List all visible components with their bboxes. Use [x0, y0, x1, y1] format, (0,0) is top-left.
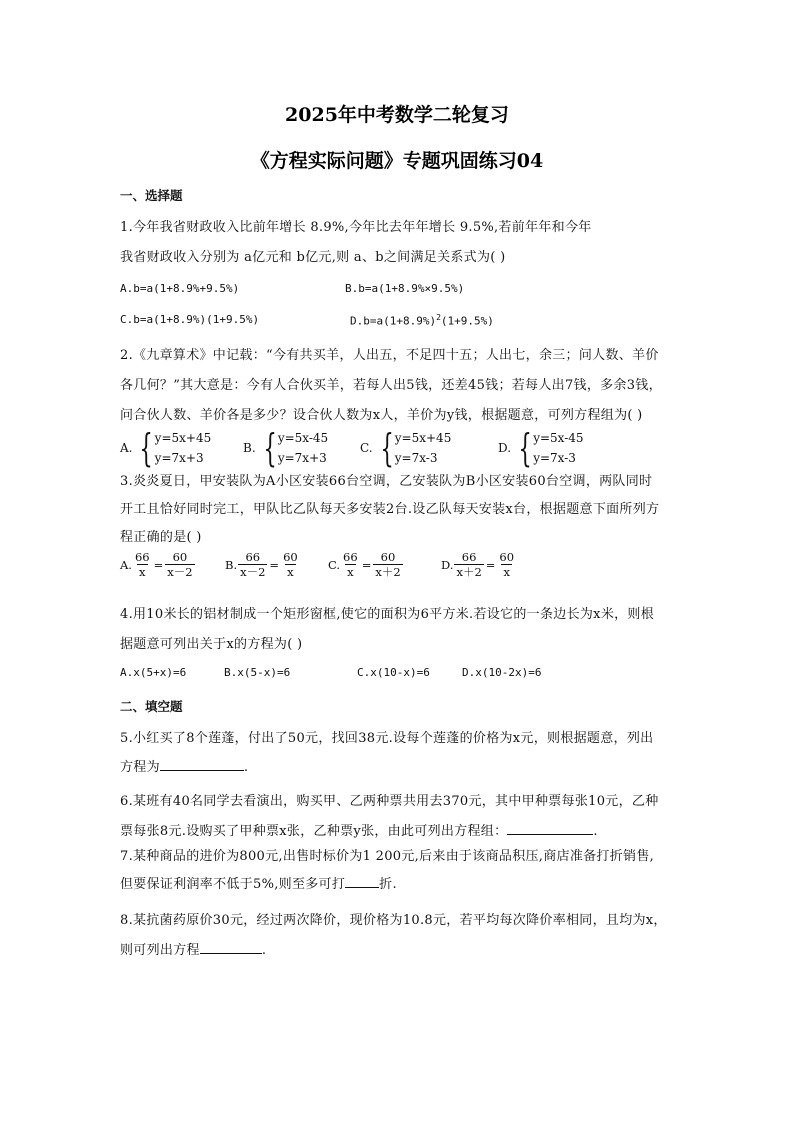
brace-icon: { — [263, 426, 277, 470]
question-3-option-d — [441, 550, 517, 579]
answer-blank[interactable] — [160, 756, 244, 771]
numerator: 66 — [343, 550, 358, 564]
equals-sign: = — [361, 557, 372, 572]
fraction — [165, 550, 194, 579]
option-label: A. — [120, 557, 132, 572]
brace-icon: { — [380, 426, 394, 470]
text: 折. — [379, 877, 397, 892]
question-5-line-1: 5.小红买了8个莲蓬，付出了50元，找回38元.设每个莲蓬的价格为x元，则根据题意，列出 — [120, 731, 654, 746]
question-2-option-b — [243, 428, 328, 468]
option-label: D. — [498, 441, 512, 455]
question-4-line-2: 据题意可列出关于x的方程为( ) — [120, 637, 303, 652]
equation: y=5x-45 — [533, 431, 584, 445]
fraction — [341, 550, 360, 579]
denominator: x — [139, 565, 146, 579]
fraction — [281, 550, 300, 579]
equation: y=5x+45 — [154, 431, 212, 445]
fraction — [497, 550, 516, 579]
section-heading-choice: 一、选择题 — [120, 188, 183, 203]
numerator: 60 — [499, 550, 515, 564]
brace-icon: { — [518, 426, 532, 470]
equals-sign: = — [269, 557, 280, 572]
fraction — [373, 550, 402, 579]
equation: y=7x-3 — [533, 451, 576, 465]
question-4-line-1: 4.用10米长的铝材制成一个矩形窗框,使它的面积为6平方米.若设它的一条边长为x米，则根 — [120, 607, 655, 622]
question-1-option-b: B.b=a(1+8.9%×9.5%) — [345, 282, 465, 295]
question-8-line-2 — [120, 939, 686, 958]
question-1-option-c: C.b=a(1+8.9%)(1+9.5%) — [120, 313, 260, 326]
equals-sign: = — [485, 557, 496, 572]
question-6-line-2 — [120, 820, 686, 839]
option-label: C. — [328, 557, 341, 572]
fraction — [238, 550, 267, 579]
equals-sign: = — [153, 557, 164, 572]
question-2-option-a — [120, 428, 211, 468]
denominator: x－2 — [240, 565, 266, 579]
denominator: x－2 — [167, 565, 193, 579]
text: 方程为 — [120, 760, 160, 775]
question-1-option-d — [350, 313, 494, 328]
page-subtitle: 《方程实际问题》专题巩固练习04 — [250, 150, 544, 172]
numerator: 60 — [283, 550, 298, 564]
denominator: x — [287, 565, 294, 579]
option-label: B. — [225, 557, 238, 572]
numerator: 60 — [172, 550, 188, 564]
question-3-option-a — [120, 550, 196, 579]
equation: y=5x-45 — [277, 431, 329, 445]
question-4-option-a: A.x(5+x)=6 — [120, 666, 187, 679]
text: 则可列出方程 — [120, 943, 200, 958]
fraction — [454, 550, 483, 579]
option-label: C. — [360, 441, 373, 455]
question-3-option-b — [225, 550, 301, 579]
question-4-option-d: D.x(10-2x)=6 — [462, 666, 542, 679]
text: 但要保证利润率不低于5%,则至多可打 — [120, 877, 346, 892]
equation: y=7x+3 — [154, 451, 204, 465]
question-2-line-3: 问合伙人数、羊价各是多少？设合伙人数为x人，羊价为y钱，根据题意，可列方程组为( ) — [120, 408, 643, 423]
question-4-option-c: C.x(10-x)=6 — [357, 666, 430, 679]
equation: y=5x+45 — [394, 431, 452, 445]
question-2-option-c — [360, 428, 451, 468]
equation: y=7x+3 — [277, 451, 327, 465]
question-3-option-c — [328, 550, 404, 579]
question-5-line-2 — [120, 756, 686, 775]
question-3-line-3: 程正确的是( ) — [120, 530, 202, 545]
question-2-line-1: 2.《九章算术》中记载：“今有共买羊，人出五，不足四十五；人出七，余三；问人数、羊价 — [120, 348, 659, 363]
question-8-line-1: 8.某抗菌药原价30元，经过两次降价，现价格为10.8元，若平均每次降价率相同，且均为x， — [120, 913, 667, 928]
question-1-line-2: 我省财政收入分别为 a亿元和 b亿元,则 a、b之间满足关系式为( ) — [120, 250, 506, 265]
text: . — [261, 943, 267, 958]
answer-blank[interactable] — [200, 939, 262, 954]
question-2-option-d — [498, 428, 584, 468]
option-d-exponent: 2 — [436, 313, 441, 322]
option-label: D. — [441, 557, 454, 572]
question-7-line-1: 7.某种商品的进价为800元,出售时标价为1 200元,后来由于该商品积压,商店准备打折销售, — [120, 849, 655, 864]
numerator: 66 — [245, 550, 261, 564]
numerator: 60 — [380, 550, 396, 564]
option-d-text-tail: (1+9.5%) — [440, 314, 494, 328]
text: . — [243, 760, 249, 775]
brace-icon: { — [139, 426, 154, 470]
section-heading-fill: 二、填空题 — [120, 699, 183, 714]
page-title: 2025年中考数学二轮复习 — [285, 104, 509, 126]
equation: y=7x-3 — [394, 451, 438, 465]
option-label: A. — [120, 441, 133, 455]
question-4-option-b: B.x(5-x)=6 — [224, 666, 291, 679]
question-7-line-2 — [120, 873, 686, 892]
text: 票每张8元.设购买了甲种票x张，乙种票y张，由此可列出方程组： — [120, 824, 508, 839]
option-label: B. — [243, 441, 256, 455]
question-3-line-1: 3.炎炎夏日，甲安装队为A小区安装66台空调，乙安装队为B小区安装60台空调，两队同时 — [120, 474, 653, 489]
question-3-line-2: 开工且恰好同时完工，甲队比乙队每天多安装2台.设乙队每天安装x台，根据题意下面所列方 — [120, 502, 660, 517]
answer-blank[interactable] — [345, 873, 379, 888]
question-6-line-1: 6.某班有40名同学去看演出，购买甲、乙两种票共用去370元，其中甲种票每张10元，乙种 — [120, 794, 659, 809]
question-1-line-1: 1.今年我省财政收入比前年增长 8.9%,今年比去年年增长 9.5%,若前年年和今年 — [120, 220, 592, 235]
denominator: x＋2 — [456, 565, 482, 579]
text: . — [593, 824, 598, 839]
denominator: x＋2 — [375, 565, 401, 579]
fraction — [133, 550, 152, 579]
option-d-text: D.b=a(1+8.9%) — [350, 314, 437, 328]
question-1-option-a: A.b=a(1+8.9%+9.5%) — [120, 282, 240, 295]
numerator: 66 — [461, 550, 477, 564]
denominator: x — [503, 565, 510, 579]
denominator: x — [347, 565, 354, 579]
question-2-line-2: 各几何？”其大意是：今有人合伙买羊，若每人出5钱，还差45钱；若每人出7钱，多余3钱， — [120, 378, 662, 393]
answer-blank[interactable] — [507, 820, 593, 835]
numerator: 66 — [134, 550, 150, 564]
